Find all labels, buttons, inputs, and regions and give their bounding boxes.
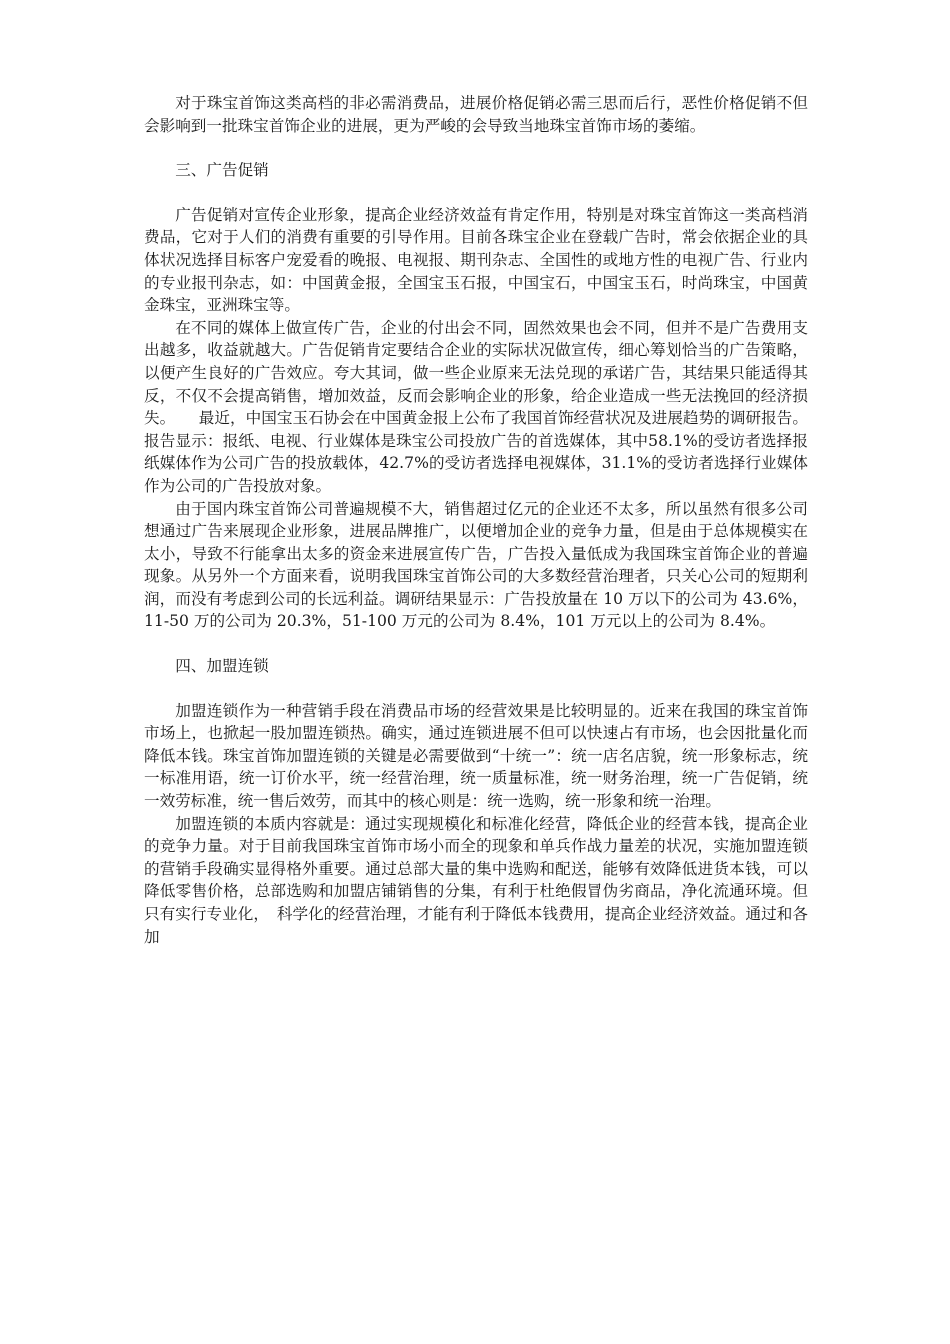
section-heading-franchise: 四、加盟连锁 (175, 657, 269, 676)
section-heading-advertising: 三、广告促销 (175, 161, 269, 180)
paragraph-advertising-media: 在不同的媒体上做宣传广告，企业的付出会不同，固然效果也会不同，但并不是广告费用支出越多，收益就越大。广告促销肯定要结合企业的实际状况做宣传，细心筹划恰当的广告策略，以便产生良好的广告效应。夸大其词，做一些企业原来无法兑现的承诺广告，其结果只能适得其反，不仅不会提高销售，增加效益，反而会影响企业的形象，给企业造成一些无法挽回的经济损失。 最近，中国宝玉石协会在中国黄金报上公布了我国首饰经营状况及进展趋势的调研报告。报告显示：报纸、电视、行业媒体是珠宝公司投放广告的首选媒体，其中58.1%的受访者选择报纸媒体作为公司广告的投放载体，42.7%的受访者选择电视媒体，31.1%的受访者选择行业媒体作为公司的广告投放对象。 (144, 318, 808, 495)
document-page (144, 92, 808, 948)
paragraph-advertising-investment: 由于国内珠宝首饰公司普遍规模不大，销售超过亿元的企业还不太多，所以虽然有很多公司想通过广告来展现企业形象，进展品牌推广，以便增加企业的竞争力量，但是由于总体规模实在太小，导致不行能拿出太多的资金来进展宣传广告，广告投入量低成为我国珠宝首饰企业的普遍现象。从另外一个方面来看，说明我国珠宝首饰公司的大多数经营治理者，只关心公司的短期利润，而没有考虑到公司的长远利益。调研结果显示：广告投放量在 10 万以下的公司为 43.6%，11-50 万的公司为 20.3%，51-100 万元的公司为 8.4%，101 万元以上的公司为 8.4%。 (144, 499, 808, 631)
paragraph-franchise-intro: 加盟连锁作为一种营销手段在消费品市场的经营效果是比较明显的。近来在我国的珠宝首饰市场上，也掀起一股加盟连锁热。确实，通过连锁进展不但可以快速占有市场，也会因批量化而降低本钱。珠宝首饰加盟连锁的关键是必需要做到“十统一”：统一店名店貌，统一形象标志，统一标准用语，统一订价水平，统一经营治理，统一质量标准，统一财务治理，统一广告促销，统一效劳标准，统一售后效劳，而其中的核心则是：统一选购，统一形象和统一治理。 (144, 701, 808, 811)
paragraph-franchise-essence: 加盟连锁的本质内容就是：通过实现规模化和标准化经营，降低企业的经营本钱，提高企业的竞争力量。对于目前我国珠宝首饰市场小而全的现象和单兵作战力量差的状况，实施加盟连锁的营销手段确实显得格外重要。通过总部大量的集中选购和配送，能够有效降低进货本钱，可以降低零售价格，总部选购和加盟店铺销售的分集，有利于杜绝假冒伪劣商品，净化流通环境。但只有实行专业化， 科学化的经营治理，才能有利于降低本钱费用，提高企业经济效益。通过和各加 (144, 814, 808, 946)
paragraph-price-promotion: 对于珠宝首饰这类高档的非必需消费品，进展价格促销必需三思而后行，恶性价格促销不但会影响到一批珠宝首饰企业的进展，更为严峻的会导致当地珠宝首饰市场的萎缩。 (144, 94, 808, 135)
paragraph-advertising-intro: 广告促销对宣传企业形象，提高企业经济效益有肯定作用，特别是对珠宝首饰这一类高档消费品，它对于人们的消费有重要的引导作用。目前各珠宝企业在登载广告时，常会依据企业的具体状况选择目标客户宠爱看的晚报、电视报、期刊杂志、全国性的或地方性的电视广告、行业内的专业报刊杂志，如：中国黄金报，全国宝玉石报，中国宝石，中国宝玉石，时尚珠宝，中国黄金珠宝，亚洲珠宝等。 (144, 205, 808, 315)
